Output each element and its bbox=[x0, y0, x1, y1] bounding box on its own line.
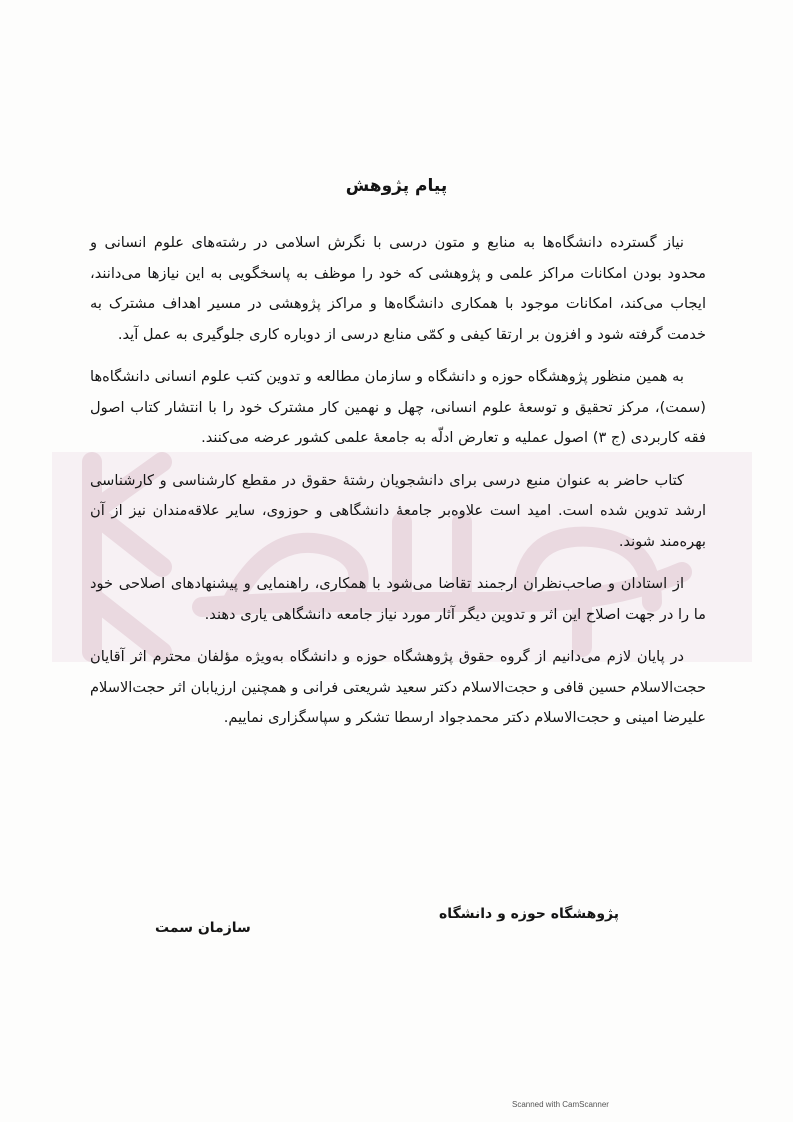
signature-samt: سازمان سمت bbox=[155, 920, 251, 936]
paragraph-5: در پایان لازم می‌دانیم از گروه حقوق پژوهشگاه حوزه و دانشگاه به‌ویژه مؤلفان محترم اثر آقایان حجت‌الاسلام حسین قافی و حجت‌الاسلام دکتر سعید شریعتی فرانی و همچنین ارزیابان اثر حجت‌الاسلام علیرضا امینی و حجت‌الاسلام دکتر محمدجواد ارسطا تشکر و سپاسگزاری نماییم. bbox=[90, 648, 706, 726]
signature-research-institute: پژوهشگاه حوزه و دانشگاه bbox=[439, 906, 619, 922]
paragraph-4: از استادان و صاحب‌نظران ارجمند تقاضا می‌شود با همکاری، راهنمایی و پیشنهادهای اصلاحی خود ما را در جهت اصلاح این اثر و تدوین دیگر آثار مورد نیاز جامعه دانشگاهی یاری دهند. bbox=[90, 575, 706, 623]
scanner-footer: Scanned with CamScanner bbox=[512, 1100, 609, 1109]
body-text bbox=[90, 228, 706, 746]
page-title: پیام پژوهش bbox=[345, 176, 448, 196]
paragraph-3: کتاب حاضر به عنوان منبع درسی برای دانشجویان رشتهٔ حقوق در مقطع کارشناسی و کارشناسی ارشد تدوین شده است. امید است علاوه‌بر جامعهٔ دانشگاهی و حوزوی، سایر علاقه‌مندان نیز از آن بهره‌مند شوند. bbox=[90, 471, 706, 550]
paragraph-1: نیاز گسترده دانشگاه‌ها به منابع و متون درسی با نگرش اسلامی در رشته‌های علوم انسانی و محدود بودن امکانات مراکز علمی و پژوهشی که خود را موظف به پاسخگویی به این نیازها می‌دانند، ایجاب می‌کند، امکانات موجود با همکاری دانشگاه‌ها و مراکز پژوهشی در مسیر اهداف مشترک به خدمت گرفته شود و افزون بر ارتقا کیفی و کمّی منابع درسی از دوباره کاری جلوگیری به عمل آید. bbox=[90, 234, 706, 343]
paragraph-2: به همین منظور پژوهشگاه حوزه و دانشگاه و سازمان مطالعه و تدوین کتب علوم انسانی دانشگاه‌ها (سمت)، مرکز تحقیق و توسعهٔ علوم انسانی، چهل و نهمین کار مشترک خود را با انتشار کتاب اصول فقه کاربردی (ج ۳) اصول عملیه و تعارض ادلّه به جامعهٔ علمی کشور عرضه می‌کنند. bbox=[90, 368, 706, 446]
